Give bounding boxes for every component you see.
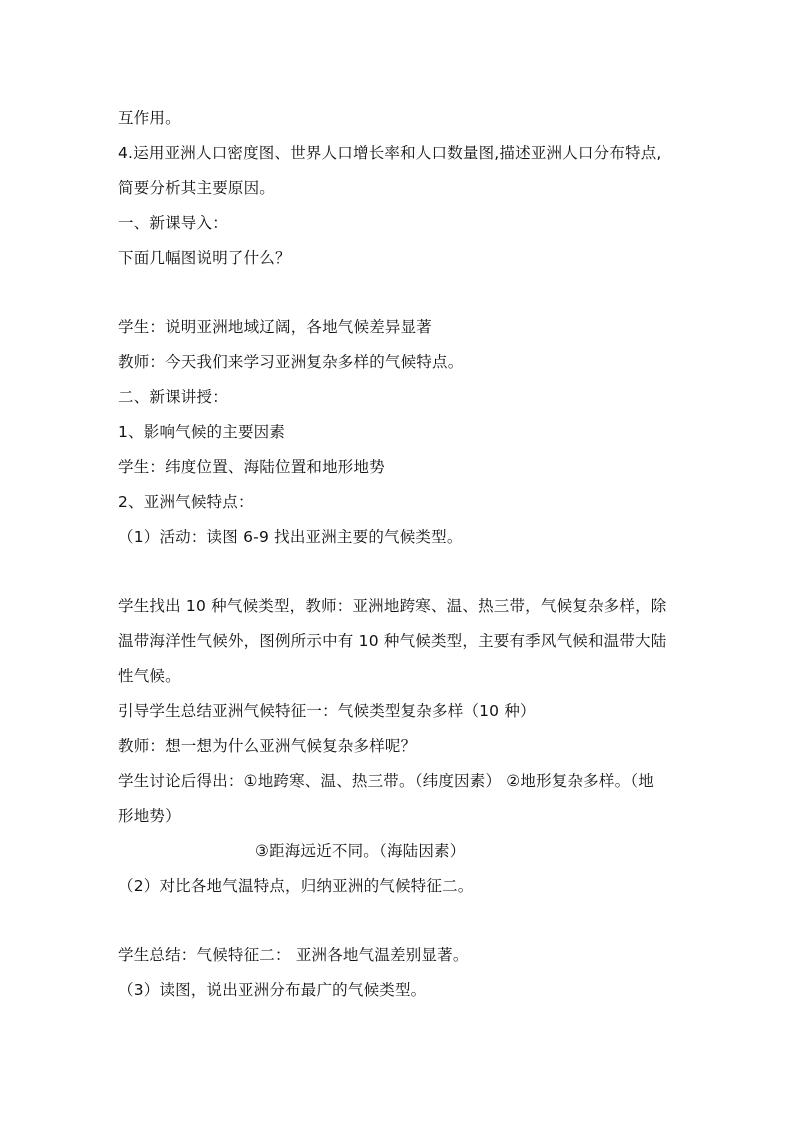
text-line: 学生总结：气候特征二： 亚洲各地气温差别显著。 [118,946,469,964]
text-line: 下面几幅图说明了什么？ [118,249,291,267]
text-line: ③距海远近不同。（海陆因素） [255,842,466,860]
subheading: 1、影响气候的主要因素 [118,423,286,441]
text-line: 教师：今天我们来学习亚洲复杂多样的气候特点。 [118,353,464,371]
text-line: 学生讨论后得出：①地跨寒、温、热三带。（纬度因素） ②地形复杂多样。（地 [118,772,654,790]
section-heading: 二、新课讲授： [118,388,228,406]
text-line: 互作用。 [118,109,181,127]
text-line: 学生找出 10 种气候类型，教师：亚洲地跨寒、温、热三带，气候复杂多样，除 [118,597,667,615]
text-line: 学生：说明亚洲地域辽阔，各地气候差异显著 [118,318,433,336]
section-heading: 一、新课导入： [118,214,228,232]
text-line: 教师：想一想为什么亚洲气候复杂多样呢？ [118,737,417,755]
text-line: 形地势） [118,807,181,825]
text-line: 温带海洋性气候外，图例所示中有 10 种气候类型，主要有季风气候和温带大陆 [118,632,667,650]
subheading: 2、亚洲气候特点： [118,493,254,511]
activity-line: （1）活动：读图 6-9 找出亚洲主要的气候类型。 [118,528,463,546]
text-line: 引导学生总结亚洲气候特征一：气候类型复杂多样（10 种） [118,702,536,720]
text-line: 性气候。 [118,667,181,685]
activity-line: （2）对比各地气温特点，归纳亚洲的气候特征二。 [118,877,474,895]
text-line: 简要分析其主要原因。 [118,179,276,197]
activity-line: （3）读图，说出亚洲分布最广的气候类型。 [118,981,427,999]
text-line: 4.运用亚洲人口密度图、世界人口增长率和人口数量图,描述亚洲人口分布特点, [118,144,662,162]
text-line: 学生：纬度位置、海陆位置和地形地势 [118,458,385,476]
